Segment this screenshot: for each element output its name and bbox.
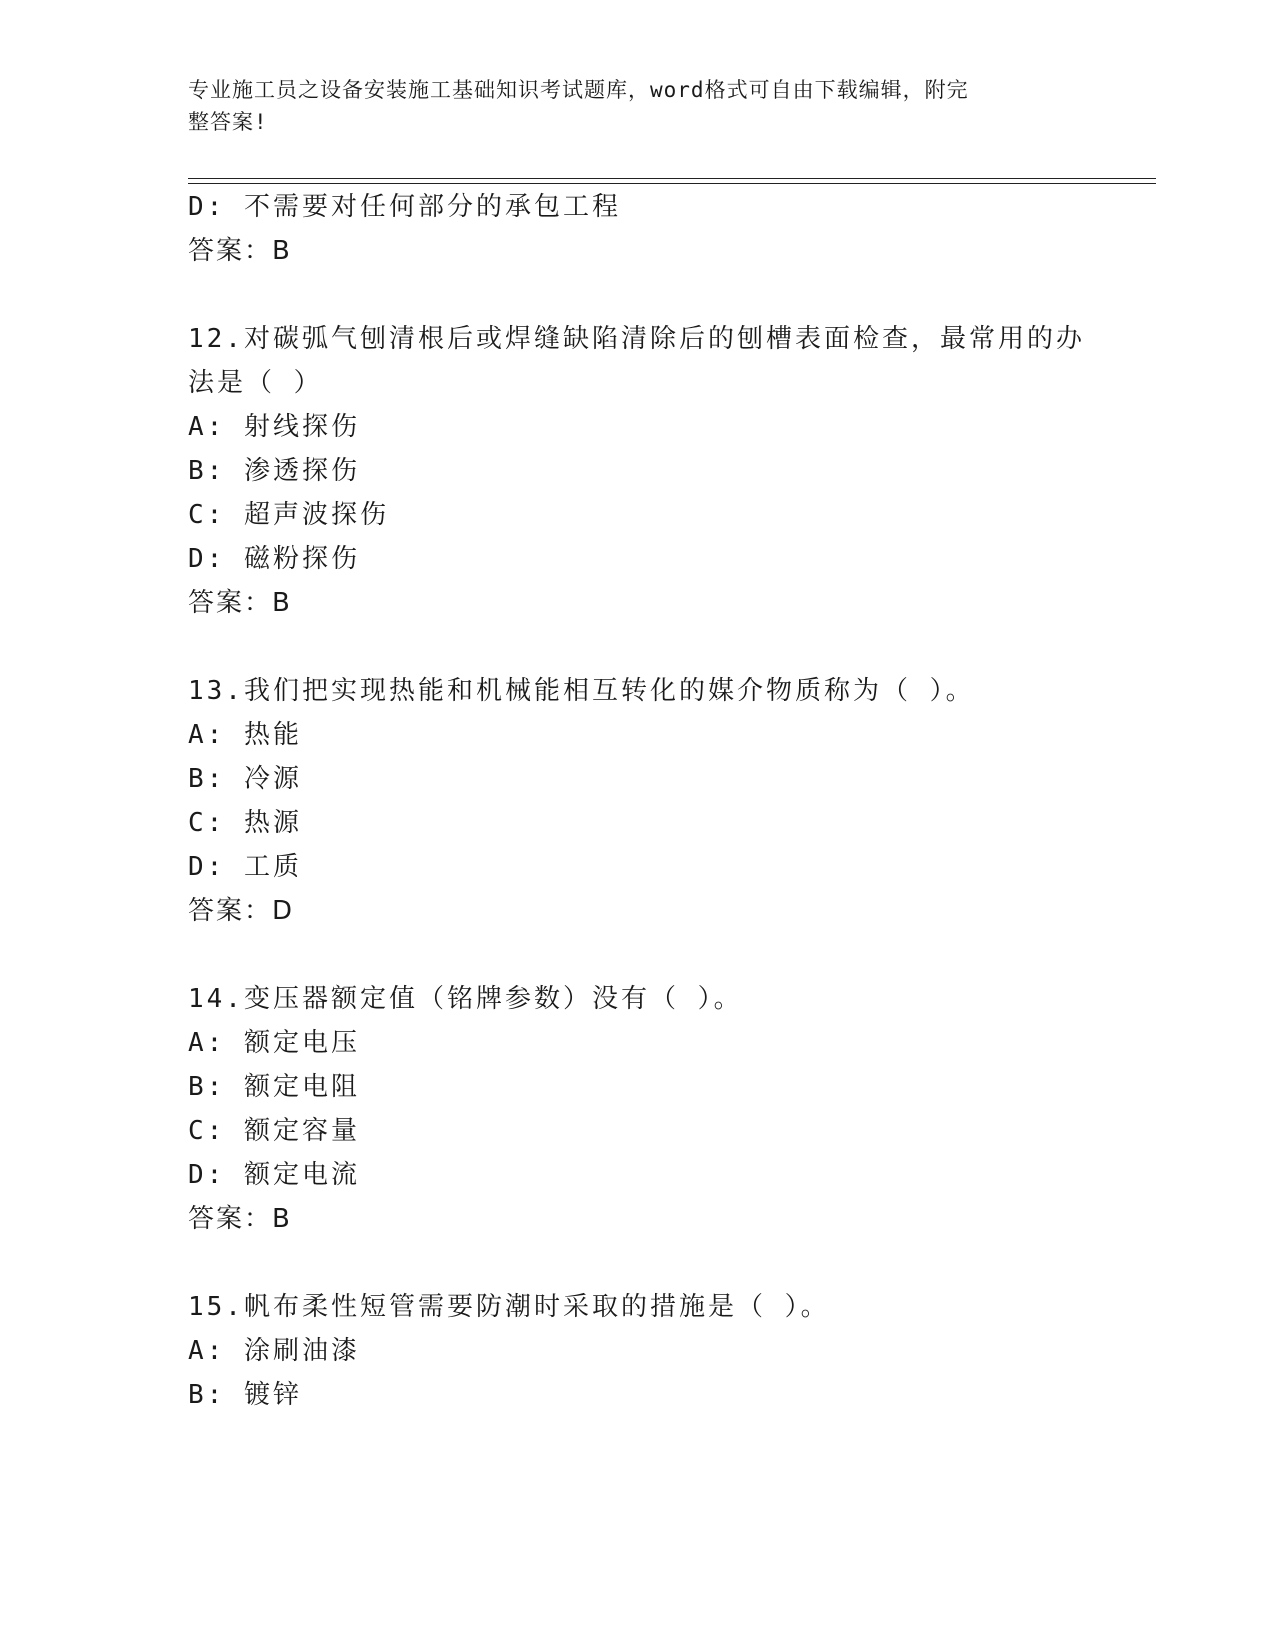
q14-option-d: D: 额定电流 xyxy=(188,1160,360,1190)
q14-stem: 14.变压器额定值（铭牌参数）没有（ ）。 xyxy=(188,984,743,1014)
q15-option-a: A: 涂刷油漆 xyxy=(188,1336,360,1366)
q12-option-a: A: 射线探伤 xyxy=(188,412,360,442)
q12-stem-line-1: 12.对碳弧气刨清根后或焊缝缺陷清除后的刨槽表面检查，最常用的办 xyxy=(188,324,1085,354)
q13-option-b: B: 冷源 xyxy=(188,764,302,794)
q15-stem: 15.帆布柔性短管需要防潮时采取的措施是（ ）。 xyxy=(188,1292,830,1322)
header-divider-top xyxy=(188,178,1156,179)
q12-answer: 答案：B xyxy=(188,588,292,618)
q12-option-b: B: 渗透探伤 xyxy=(188,456,360,486)
header-line-2: 整答案! xyxy=(188,110,268,134)
q15-option-b: B: 镀锌 xyxy=(188,1380,302,1410)
prev-option-d: D: 不需要对任何部分的承包工程 xyxy=(188,192,621,222)
q13-stem: 13.我们把实现热能和机械能相互转化的媒介物质称为（ ）。 xyxy=(188,676,975,706)
q13-option-c: C: 热源 xyxy=(188,808,302,838)
q14-option-b: B: 额定电阻 xyxy=(188,1072,360,1102)
q13-answer: 答案：D xyxy=(188,896,295,926)
q12-option-d: D: 磁粉探伤 xyxy=(188,544,360,574)
q12-stem-line-2: 法是（ ） xyxy=(188,368,323,398)
header-divider-bottom xyxy=(188,183,1156,184)
q12-option-c: C: 超声波探伤 xyxy=(188,500,389,530)
document-header xyxy=(188,74,1068,138)
q13-option-a: A: 热能 xyxy=(188,720,302,750)
q14-answer: 答案：B xyxy=(188,1204,292,1234)
prev-answer: 答案：B xyxy=(188,236,292,266)
q14-option-a: A: 额定电压 xyxy=(188,1028,360,1058)
q13-option-d: D: 工质 xyxy=(188,852,302,882)
header-line-1: 专业施工员之设备安装施工基础知识考试题库，word格式可自由下载编辑，附完 xyxy=(188,78,969,102)
q14-option-c: C: 额定容量 xyxy=(188,1116,360,1146)
